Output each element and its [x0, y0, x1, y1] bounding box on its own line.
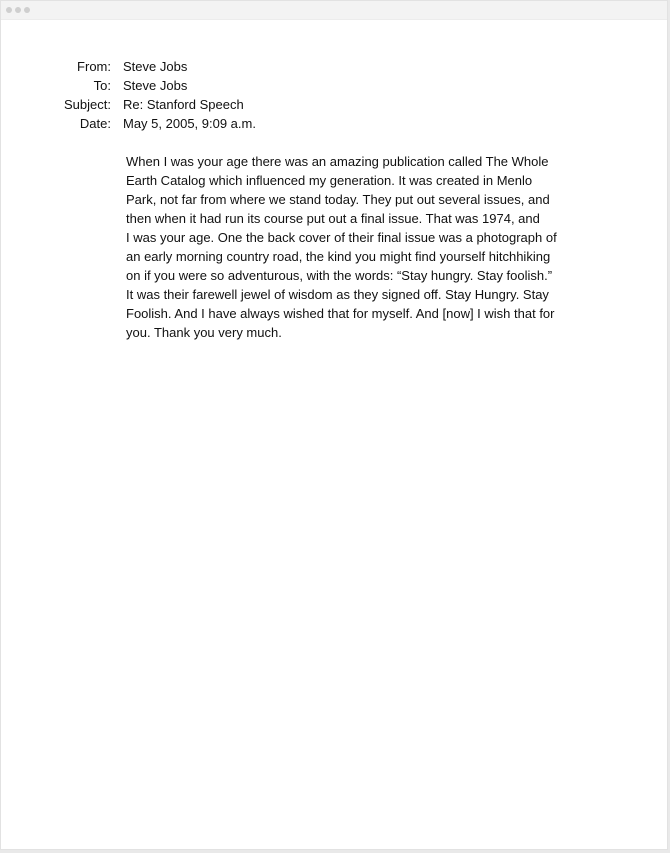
- subject-label: Subject:: [64, 97, 111, 112]
- body-line: you. Thank you very much.: [126, 325, 282, 340]
- to-value: Steve Jobs: [123, 78, 188, 93]
- body-line: Earth Catalog which influenced my generation. It was created in Menlo: [126, 173, 533, 188]
- body-line: I was your age. One the back cover of their final issue was a photograph of: [126, 230, 557, 245]
- date-label: Date:: [79, 116, 111, 131]
- minimize-dot[interactable]: [15, 7, 21, 13]
- from-label: From:: [77, 59, 111, 74]
- body-line: When I was your age there was an amazing publication called The Whole: [126, 154, 549, 169]
- window-controls: [6, 7, 30, 13]
- date-value: May 5, 2005, 9:09 a.m.: [123, 116, 256, 131]
- body-line: Foolish. And I have always wished that for myself. And [now] I wish that for: [126, 306, 555, 321]
- to-label: To:: [93, 78, 111, 93]
- email-body: [126, 152, 557, 342]
- subject-value: Re: Stanford Speech: [123, 97, 244, 112]
- window-titlebar[interactable]: [1, 1, 667, 20]
- body-line: on if you were so adventurous, with the words: “Stay hungry. Stay foolish.”: [126, 268, 553, 283]
- body-line: then when it had run its course put out a final issue. That was 1974, and: [126, 211, 540, 226]
- body-line: an early morning country road, the kind you might find yourself hitchhiking: [126, 249, 551, 264]
- from-value: Steve Jobs: [123, 59, 188, 74]
- body-line: It was their farewell jewel of wisdom as they signed off. Stay Hungry. Stay: [126, 287, 549, 302]
- close-dot[interactable]: [6, 7, 12, 13]
- body-line: Park, not far from where we stand today. They put out several issues, and: [126, 192, 550, 207]
- zoom-dot[interactable]: [24, 7, 30, 13]
